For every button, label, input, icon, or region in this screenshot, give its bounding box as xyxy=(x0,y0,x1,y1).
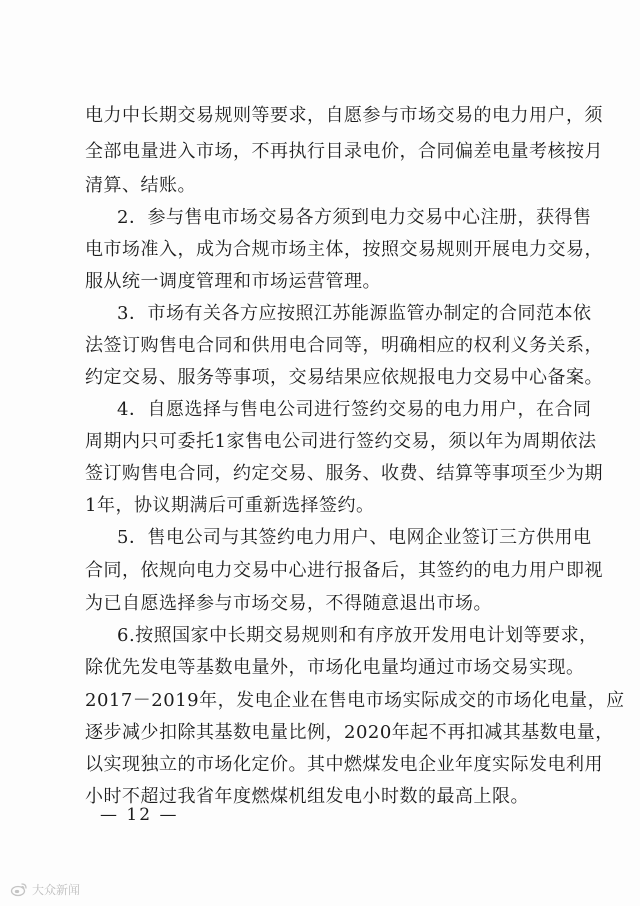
paragraph-line: 合同，依规向电力交易中心进行报备后，其签约的电力用户即视 xyxy=(85,560,603,581)
paragraph-line: 服从统一调度管理和市场运营管理。 xyxy=(85,271,381,292)
paragraph-line: 6.按照国家中长期交易规则和有序放开发用电计划等要求， xyxy=(117,625,598,646)
paragraph-line: 电市场准入，成为合规市场主体，按照交易规则开展电力交易， xyxy=(85,239,603,260)
paragraph-line: 周期内只可委托1家售电公司进行签约交易，须以年为周期依法 xyxy=(85,431,597,452)
paragraph-line: 2017－2019年，发电企业在售电市场实际成交的市场化电量，应 xyxy=(85,690,625,711)
paragraph-line: 电力中长期交易规则等要求，自愿参与市场交易的电力用户，须 xyxy=(85,105,603,126)
page-number: — 12 — xyxy=(100,805,179,825)
paragraph-line: 全部电量进入市场，不再执行目录电价，合同偏差电量考核按月 xyxy=(85,141,603,162)
paragraph-line: 除优先发电等基数电量外，市场化电量均通过市场交易实现。 xyxy=(85,657,585,678)
paragraph-line: 法签订购售电合同和供用电合同等，明确相应的权利义务关系， xyxy=(85,335,603,356)
paragraph-line: 4．自愿选择与售电公司进行签约交易的电力用户，在合同 xyxy=(117,399,592,420)
weibo-logo-icon xyxy=(10,881,28,897)
paragraph-line: 以实现独立的市场化定价。其中燃煤发电企业年度实际发电利用 xyxy=(85,754,603,775)
watermark xyxy=(10,878,80,900)
paragraph-line: 清算、结账。 xyxy=(85,175,196,196)
watermark-text: 大众新闻 xyxy=(32,882,81,897)
paragraph-line: 约定交易、服务等事项，交易结果应依规报电力交易中心备案。 xyxy=(85,367,603,388)
paragraph-line: 签订购售电合同，约定交易、服务、收费、结算等事项至少为期 xyxy=(85,463,603,484)
paragraph-line: 5．售电公司与其签约电力用户、电网企业签订三方供用电 xyxy=(117,527,592,548)
paragraph-line: 为已自愿选择参与市场交易，不得随意退出市场。 xyxy=(85,593,492,614)
paragraph-line: 小时不超过我省年度燃煤机组发电小时数的最高上限。 xyxy=(85,786,529,807)
paragraph-line: 逐步减少扣除其基数电量比例，2020年起不再扣减其基数电量， xyxy=(85,722,614,743)
paragraph-line: 3．市场有关各方应按照江苏能源监管办制定的合同范本依 xyxy=(117,303,592,324)
paragraph-line: 1年，协议期满后可重新选择签约。 xyxy=(85,495,375,516)
paragraph-line: 2．参与售电市场交易各方须到电力交易中心注册，获得售 xyxy=(117,207,592,228)
